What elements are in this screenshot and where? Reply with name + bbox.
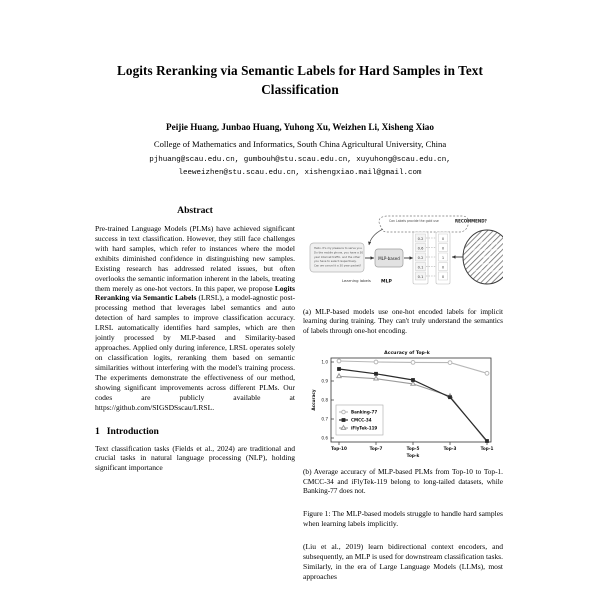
input-text-bubble: [310, 243, 364, 272]
email-line-1: pjhuang@scau.edu.cn, gumbouh@stu.scau.edu.cn, xuyuhong@scau.edu.cn,: [149, 156, 451, 165]
left-column: [95, 205, 295, 600]
svg-text:Can Labels provide the gold us: Can Labels provide the gold use: [389, 219, 439, 223]
svg-text:Traffic inquiry: Traffic inquiry: [476, 241, 498, 245]
author-list: [92, 121, 508, 134]
svg-text:0: 0: [441, 274, 445, 279]
figure-b-chart: [303, 345, 503, 463]
onehot-column: [436, 232, 450, 284]
svg-text:0.6: 0.6: [417, 246, 424, 251]
right-column-paragraph: (Liu et al., 2019) learn bidirectional context encoders, and subsequently, an MLP is used for downstream classification tasks. Similarly, in the era of Large Language Models (LLMs), most approaches: [303, 541, 503, 581]
svg-text:MLP: MLP: [381, 279, 392, 285]
svg-text:0.2: 0.2: [417, 236, 424, 241]
svg-text:Top-10: Top-10: [331, 446, 347, 452]
right-column: [303, 205, 503, 600]
svg-text:MLP-based: MLP-based: [378, 256, 400, 261]
svg-text:Hello. It's my pleasure to ser: Hello. It's my pleasure to serve you. Do the mobile phone, you have a 30 year Internet traffic, and the other you have to select respectively. Can we cancel it a 30 year packet?: [314, 246, 364, 268]
abstract-text-1: Pre-trained Language Models (PLMs) have achieved significant success in text classification. However, they still face challenges with hard samples, which refer to instances where the model exhibits diminished confidence in distinguishing new samples. Existing research has addressed related issues, but often overlooks the semantic information inherent in the labels, treating them merely as one-hot vectors. In this paper, we propose: [95, 224, 295, 293]
author-names: Peijie Huang, Junbao Huang, Yuhong Xu, Weizhen Li, Xisheng Xiao: [166, 122, 434, 133]
svg-text:0.2: 0.2: [417, 255, 424, 260]
page-title: Logits Reranking via Semantic Labels for Hard Samples in Text Classification: [117, 63, 483, 97]
svg-text:1.0: 1.0: [321, 359, 328, 365]
abstract-bold-run: Logits Reranking via Semantic Labels: [95, 283, 295, 303]
svg-text:0.1: 0.1: [417, 265, 424, 270]
svg-text:Learning labels: Learning labels: [342, 278, 371, 283]
introduction-heading: [95, 426, 295, 437]
svg-text:Phone settlement: Phone settlement: [472, 248, 502, 252]
svg-text:Recharge: Recharge: [479, 262, 495, 266]
section-number: 1: [95, 425, 100, 437]
chart-legend: [336, 405, 383, 435]
title-block: [0, 0, 600, 179]
svg-text:0.8: 0.8: [321, 397, 328, 403]
y-axis-label: Accuracy: [311, 389, 316, 412]
svg-text:1: 1: [441, 255, 445, 260]
svg-text:0: 0: [441, 246, 445, 251]
abstract-paragraph: [95, 224, 295, 413]
svg-text:0.1: 0.1: [417, 274, 424, 279]
legend-banking-77: Banking-77: [351, 409, 378, 415]
svg-text:0.9: 0.9: [321, 378, 328, 384]
svg-text:0: 0: [441, 265, 445, 270]
figure-a-diagram: [303, 211, 503, 303]
legend-cmcc-34: CMCC-34: [351, 417, 372, 423]
affiliation: College of Mathematics and Informatics, South China Agricultural University, China: [153, 139, 447, 150]
svg-text:Top-3: Top-3: [443, 446, 457, 452]
svg-text:0.6: 0.6: [321, 435, 328, 441]
figure-b-caption: (b) Average accuracy of MLP-based PLMs from Top-10 to Top-1. CMCC-34 and iFlyTek-119 belong to long-tailed datasets, while Banking-77 does not.: [303, 467, 503, 496]
svg-text:Top-1: Top-1: [480, 446, 494, 452]
svg-text:0.7: 0.7: [321, 416, 328, 422]
svg-text:Top-7: Top-7: [369, 446, 383, 452]
svg-text:0: 0: [441, 236, 445, 241]
logits-column: [413, 232, 428, 284]
abstract-heading: Abstract: [177, 205, 213, 216]
figure-1-caption: Figure 1: The MLP-based models struggle to handle hard samples when learning labels implicitly.: [303, 508, 503, 528]
x-axis-label: Top-k: [406, 453, 420, 459]
abstract-text-2: (LRSL), a model-agnostic post-processing method that leverages label semantics and auto detection of hard samples to improve classification accuracy. LRSL automatically identifies hard samples, which are then jointly processed by MLP-based and Similarity-based approaches. Applied only during inference, LRSL operates solely on classification logits, reranking them based on semantic similarities without interfering with the model's training process. The experiments demonstrate the effectiveness of our method, showing significant improvements across different PLMs. Our codes are publicly available at https://github.com/SIGSDSscau/LRSL.: [95, 293, 295, 412]
svg-text:Top-5: Top-5: [406, 446, 420, 452]
model-box: [375, 249, 403, 267]
svg-text:Balance: Balance: [480, 255, 494, 259]
introduction-paragraph: Text classification tasks (Fields et al., 2024) are traditional and crucial tasks in natural language processing (NLP), holding significant importance: [95, 443, 295, 473]
figure-a-caption: (a) MLP-based models use one-hot encoded labels for implicit learning during training. They can't truly understand the semantics of labels through one-hot encoding.: [303, 307, 503, 335]
svg-text:Package change: Package change: [474, 269, 500, 273]
legend-iflytek-119: iFlyTek-119: [351, 425, 378, 431]
chart-title: Accuracy of Top-k: [384, 351, 430, 357]
email-line-2: leeweizhen@stu.scau.edu.cn, xishengxiao.mail@gmail.com: [178, 168, 422, 177]
svg-text:RECOMMEND?: RECOMMEND?: [455, 218, 487, 224]
section-title: Introduction: [106, 425, 159, 437]
x-axis-ticks: [331, 442, 493, 451]
learning-labels-label: [342, 278, 392, 284]
email-block: [92, 154, 508, 178]
label-semantics-ellipse: [463, 230, 503, 284]
body-columns: [0, 205, 600, 600]
